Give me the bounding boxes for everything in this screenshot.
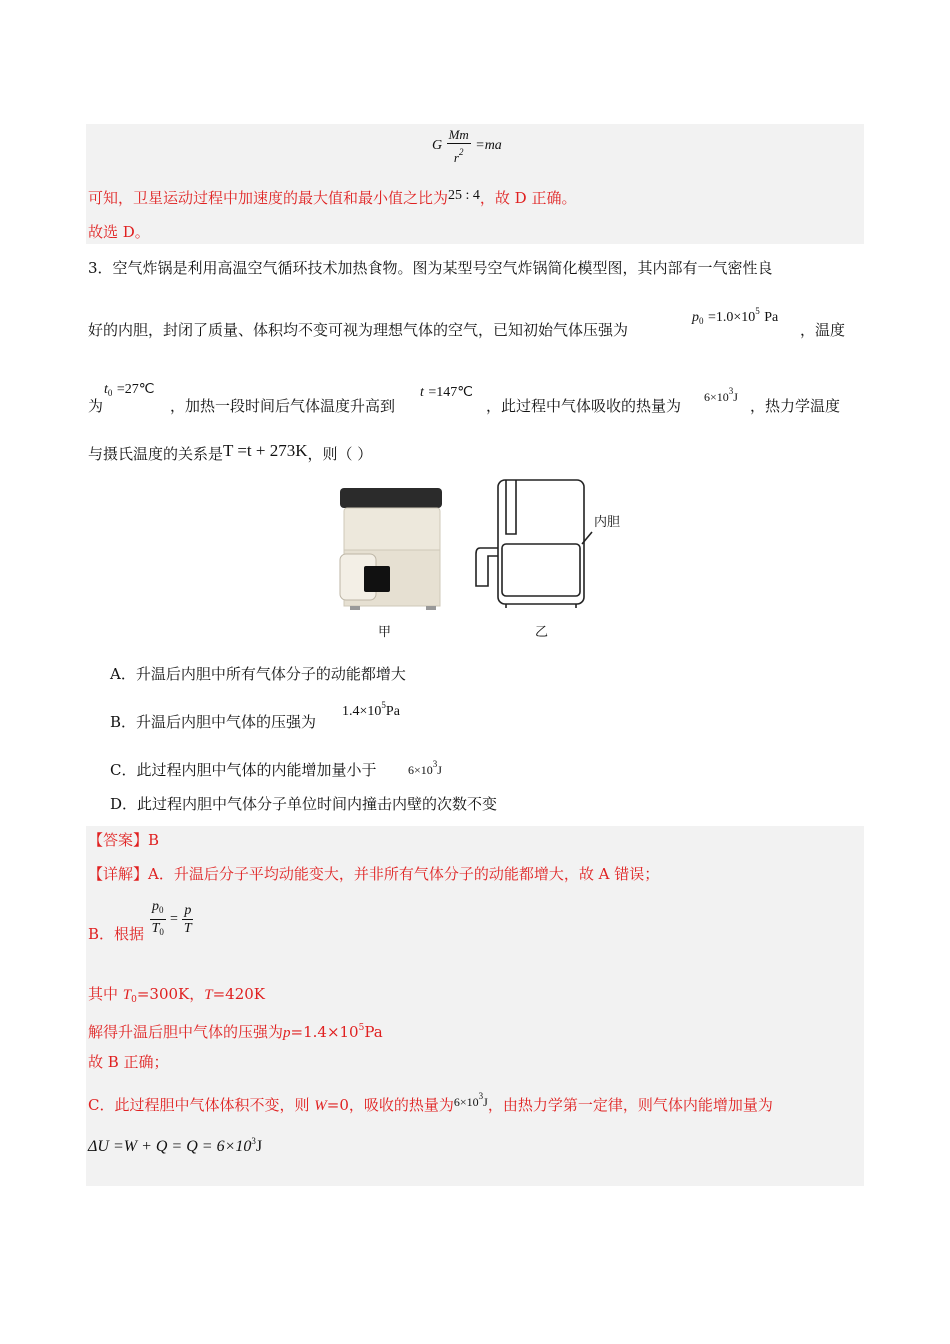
first-law-equation: $\Delta U =W + Q = Q = 6\times 10^3J$	[88, 1136, 263, 1155]
detail-c-line: C．此过程胆中气体体积不变，则 W=0，吸收的热量为$^{6\times 10^3J}$，由热力学第一定律，则气体内能增加量为	[88, 1091, 773, 1114]
option-b: B．升温后内胆中气体的压强为	[110, 713, 317, 731]
question-line-3-start: 为	[88, 397, 104, 415]
gravity-formula: G $\frac{Mm}{r^2}$ =ma	[432, 127, 502, 165]
figure-label-jia: 甲	[378, 625, 392, 640]
question-line-2-tail: ，温度	[800, 321, 846, 339]
option-c: C．此过程内胆中气体的内能增加量小于	[110, 761, 377, 779]
answer-line: 【答案】B	[88, 831, 160, 849]
question-line-3-mid: ，加热一段时间后气体温度升高到	[170, 397, 396, 415]
charles-law-formula: $\frac{p_0}{T_0}$ = $\frac{p}{T}$	[151, 899, 192, 937]
initial-temperature: $t_0$ =27℃	[104, 382, 155, 398]
detail-b-where: 其中 $T_0=300K$，T=420K	[88, 985, 266, 1005]
air-fryer-figure	[330, 474, 630, 644]
question-line-3-mid2: ，此过程中气体吸收的热量为	[486, 397, 682, 415]
option-d: D．此过程内胆中气体分子单位时间内撞击内壁的次数不变	[110, 795, 498, 813]
question-line-4: 与摄氏温度的关系是T =t + 273K，则（ ）	[88, 441, 373, 463]
option-c-value: $6\times 10^3J$	[408, 759, 442, 777]
inner-pot-label: 内胆	[594, 515, 621, 530]
question-line-3-tail: ，热力学温度	[750, 397, 841, 415]
option-a: A．升温后内胆中所有气体分子的动能都增大	[110, 665, 406, 683]
question-line-1: 3．空气炸锅是利用高温空气循环技术加热食物。图为某型号空气炸锅简化模型图，其内部有一气密性良	[88, 259, 773, 277]
choose-d-line: 故选 D。	[88, 223, 150, 241]
detail-b-label: B．根据	[88, 925, 145, 943]
question-line-2: 好的内胆，封闭了质量、体积均不变可视为理想气体的空气，已知初始气体压强为	[88, 321, 629, 339]
figure-label-yi: 乙	[535, 625, 549, 640]
heat-absorbed: $6\times 10^3J$	[704, 386, 738, 404]
detail-a-line: 【详解】A．升温后分子平均动能变大，并非所有气体分子的动能都增大，故 A 错误；	[88, 865, 660, 883]
air-fryer-diagram	[476, 480, 592, 608]
option-b-value: $1.4\times 10^5Pa$	[342, 700, 400, 719]
final-temperature: t =147℃	[420, 385, 473, 400]
detail-b-solve: 解得升温后胆中气体的压强为$p=1.4\times 10^5Pa$	[88, 1023, 383, 1041]
air-fryer-photo	[340, 488, 442, 610]
acceleration-ratio-line: 可知，卫星运动过程中加速度的最大值和最小值之比为25 : 4，故 D 正确。	[88, 188, 577, 207]
detail-b-correct: 故 B 正确；	[88, 1053, 169, 1071]
initial-pressure: $p_0 =1.0\times 10^5$ Pa	[692, 306, 779, 326]
